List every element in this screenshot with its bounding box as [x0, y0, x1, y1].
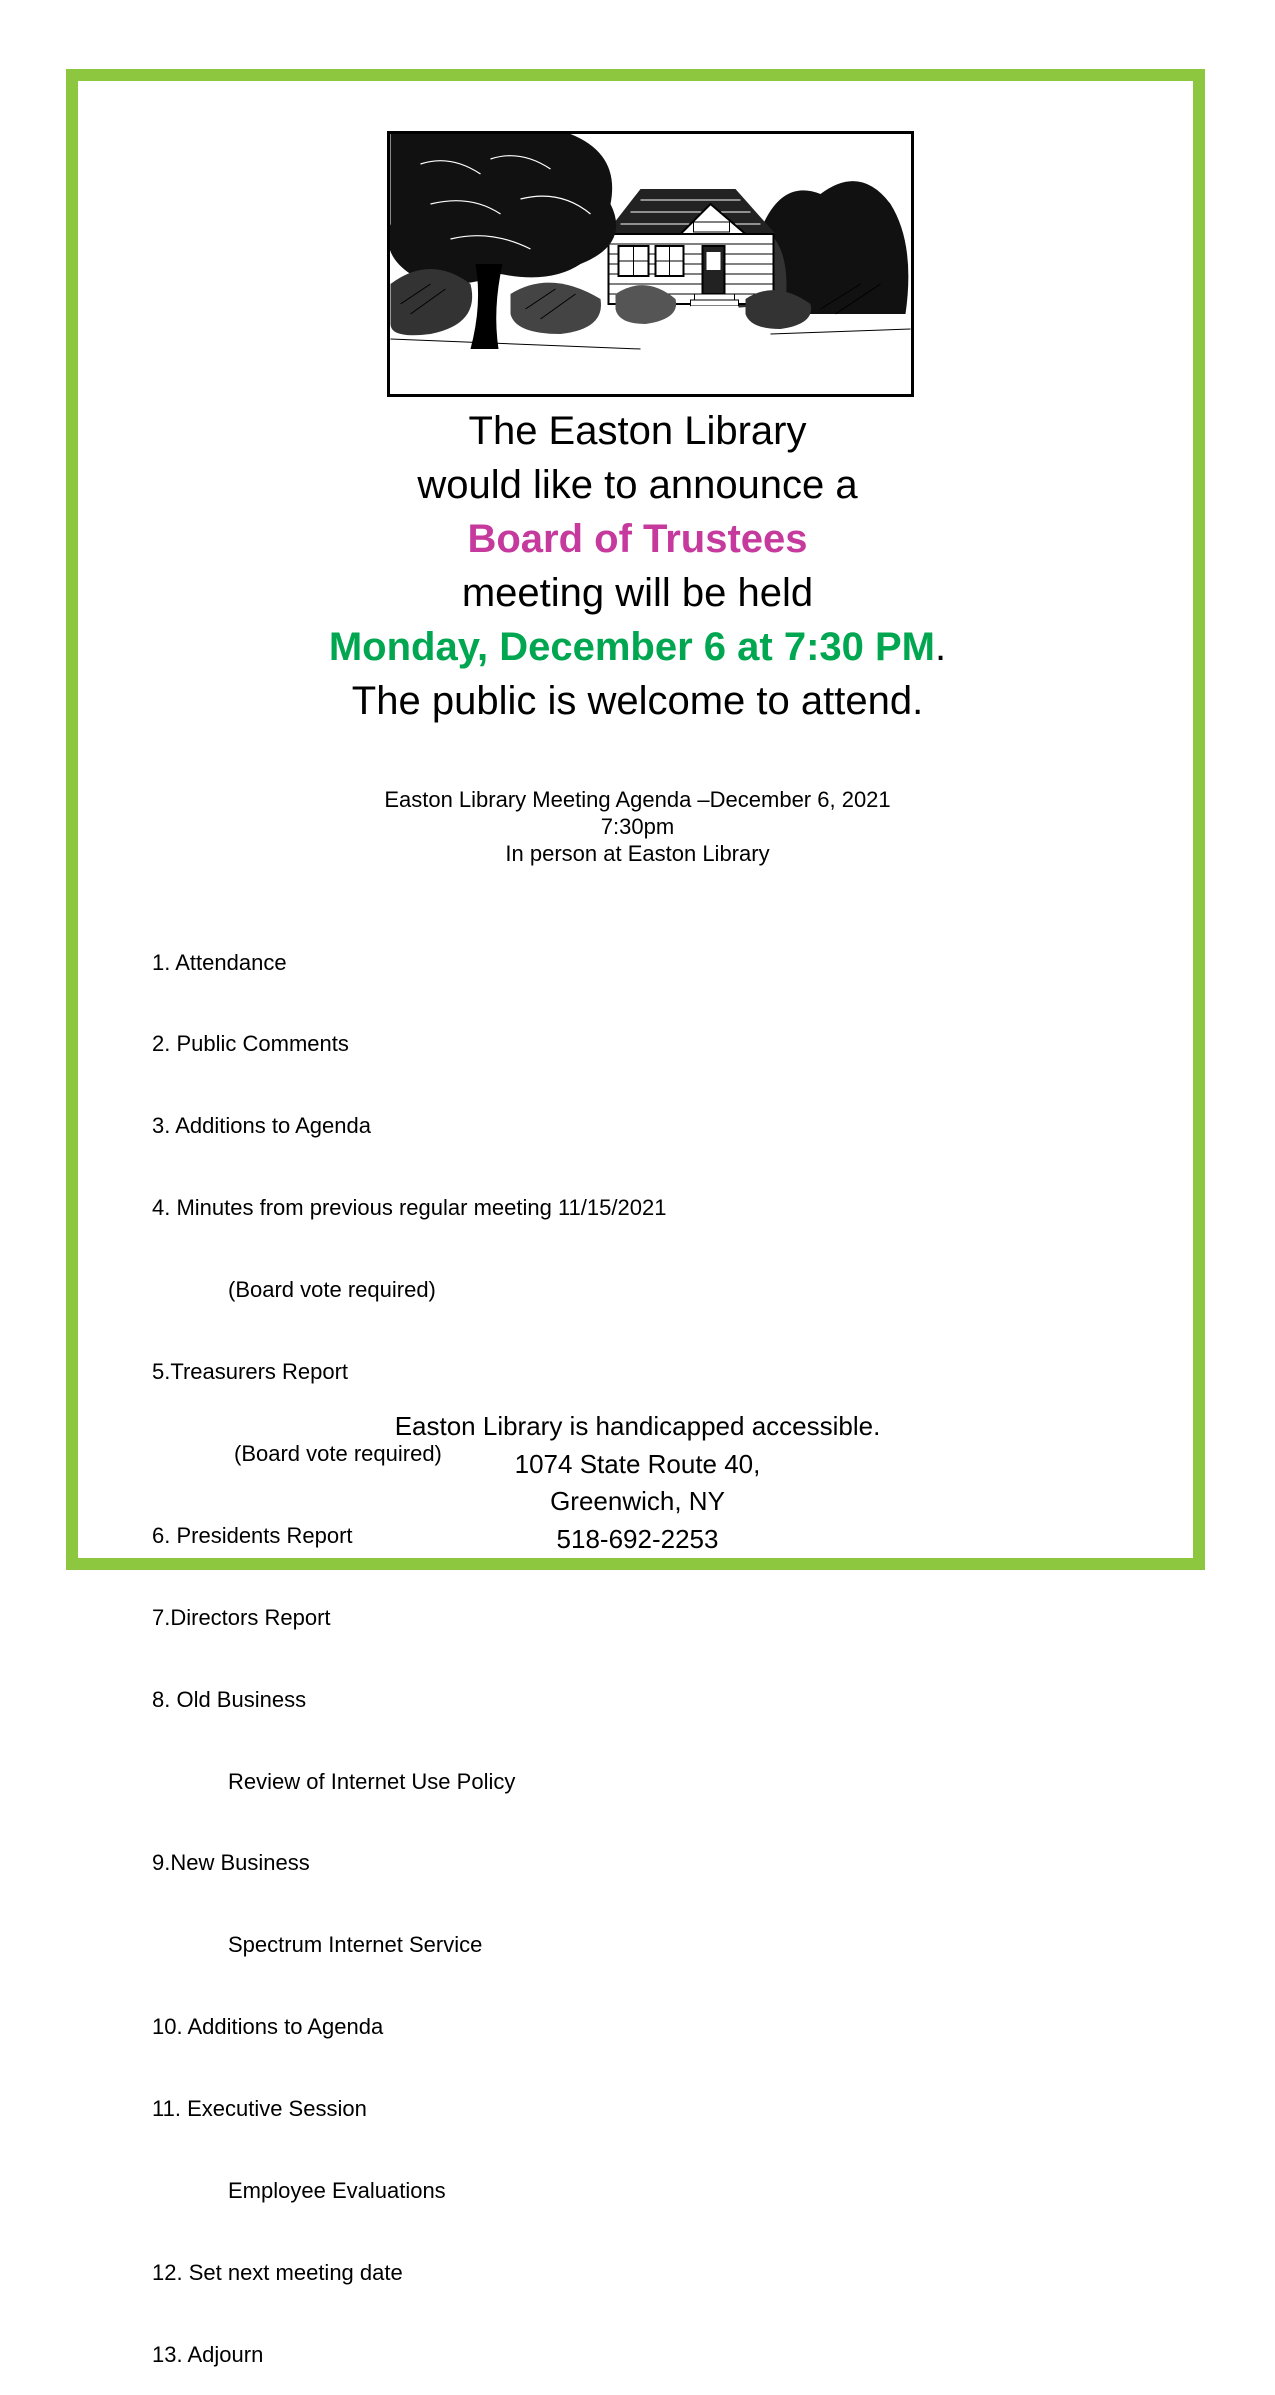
agenda-subitem: Employee Evaluations: [228, 2177, 446, 2203]
agenda-subitem: (Board vote required): [228, 1277, 436, 1303]
agenda-subitem: (Board vote required): [234, 1440, 442, 1466]
footer: [0, 1408, 1275, 1558]
meeting-date-line: [0, 620, 1275, 674]
agenda-item: 11. Executive Session: [152, 2096, 367, 2122]
agenda-item: 8. Old Business: [152, 1686, 307, 1712]
agenda-item: 6. Presidents Report: [152, 1522, 353, 1548]
agenda-item: 12. Set next meeting date: [152, 2259, 403, 2285]
agenda-title: Easton Library Meeting Agenda –December 6, 2021: [384, 787, 891, 812]
announcement-line-4: meeting will be held: [461, 571, 814, 615]
agenda-header: [0, 786, 1275, 867]
agenda-subitem: Spectrum Internet Service: [228, 1932, 483, 1958]
address-line-2: Greenwich, NY: [550, 1486, 725, 1516]
announcement-line-2: would like to announce a: [417, 463, 858, 507]
agenda-item: 4. Minutes from previous regular meeting 11/15/2021: [152, 1195, 667, 1221]
agenda-location: In person at Easton Library: [505, 841, 770, 866]
announcement-line-6: The public is welcome to attend.: [351, 679, 924, 723]
agenda-item: 1. Attendance: [152, 949, 287, 975]
agenda-list: [152, 894, 666, 2395]
meeting-date-period: .: [935, 625, 947, 669]
announcement: [0, 404, 1275, 728]
agenda-item: 9.New Business: [152, 1850, 310, 1876]
phone-number: 518-692-2253: [556, 1523, 719, 1554]
agenda-item: 5.Treasurers Report: [152, 1359, 349, 1385]
agenda-item: 7.Directors Report: [152, 1604, 331, 1630]
board-of-trustees-heading: Board of Trustees: [467, 517, 808, 561]
meeting-date: Monday, December 6 at 7:30 PM: [328, 625, 935, 669]
accessibility-note: Easton Library is handicapped accessible.: [394, 1411, 881, 1441]
announcement-line-1: The Easton Library: [468, 409, 807, 453]
library-illustration: [387, 131, 914, 397]
agenda-item: 10. Additions to Agenda: [152, 2014, 384, 2040]
agenda-item: 13. Adjourn: [152, 2341, 264, 2367]
library-sketch-icon: [390, 134, 911, 394]
agenda-item: 3. Additions to Agenda: [152, 1113, 371, 1139]
address-line-1: 1074 State Route 40,: [514, 1448, 761, 1479]
agenda-item: 2. Public Comments: [152, 1031, 349, 1057]
agenda-time: 7:30pm: [600, 814, 675, 839]
agenda-subitem: Review of Internet Use Policy: [228, 1768, 516, 1794]
